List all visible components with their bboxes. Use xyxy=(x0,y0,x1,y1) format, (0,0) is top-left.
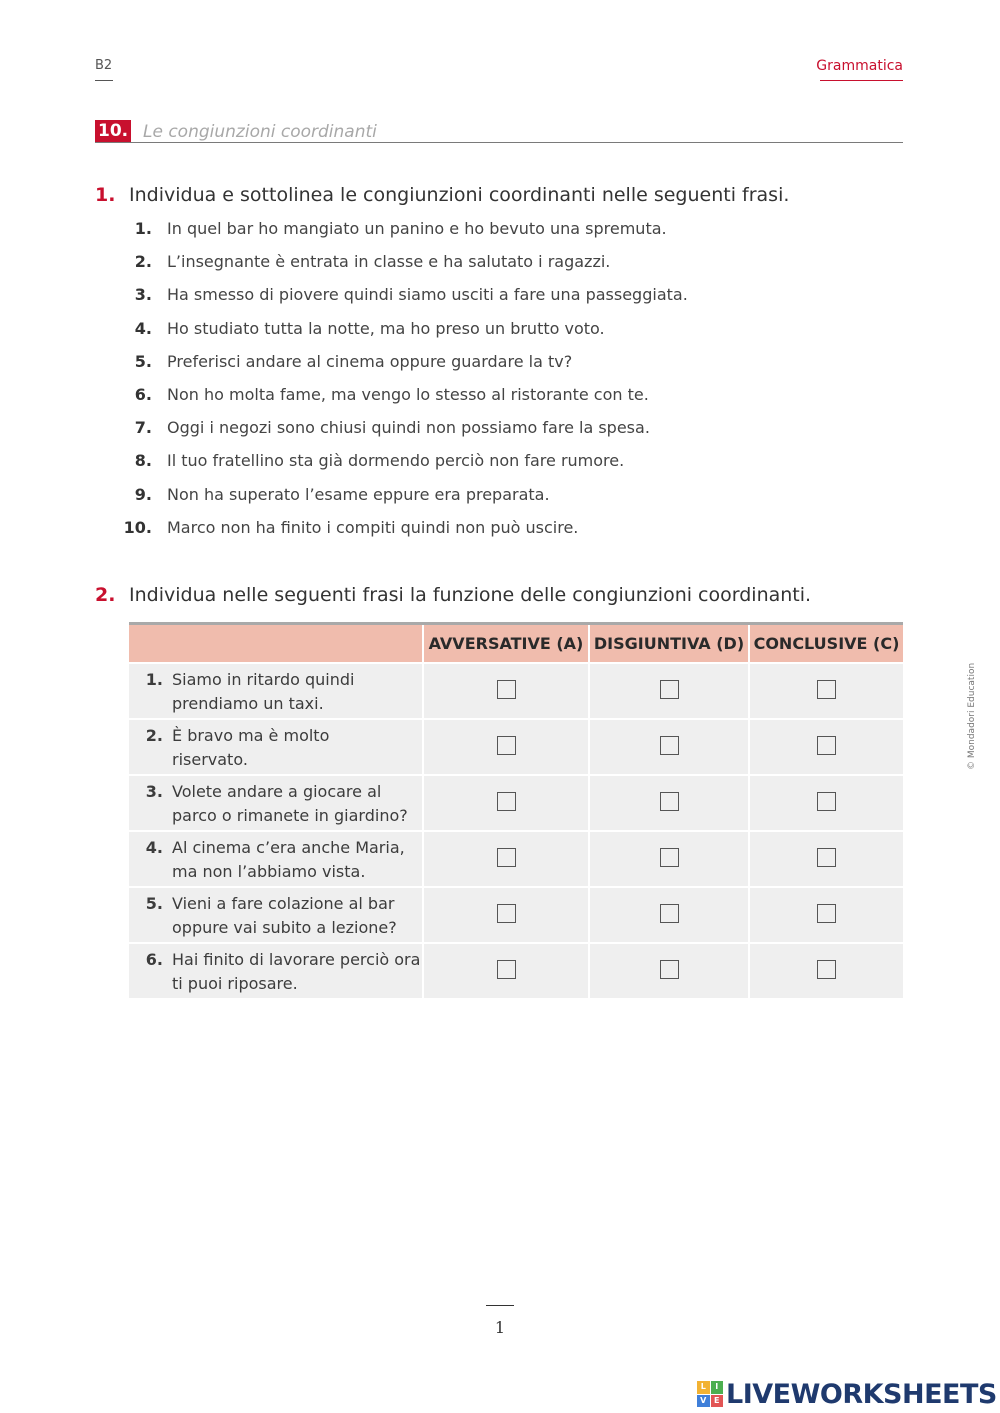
logo-mark-icon xyxy=(697,1381,723,1407)
sentence-item xyxy=(120,448,880,481)
sentence-item xyxy=(120,249,880,282)
sentence-item xyxy=(120,482,880,515)
level-label: B2 xyxy=(95,58,113,73)
question-cell xyxy=(129,663,423,719)
sentence-item xyxy=(120,316,880,349)
liveworksheets-logo[interactable] xyxy=(697,1377,997,1411)
table-row xyxy=(129,943,903,998)
sentence-number: 9. xyxy=(134,484,152,504)
answer-cell-c xyxy=(749,719,903,775)
exercise-2-number: 2. xyxy=(95,584,116,606)
answer-cell-d xyxy=(589,831,749,887)
checkbox-avversative[interactable] xyxy=(497,848,516,867)
answer-cell-c xyxy=(749,663,903,719)
checkbox-conclusive[interactable] xyxy=(817,736,836,755)
sentence-number: 1. xyxy=(134,219,152,238)
logo-letter: I xyxy=(711,1381,724,1394)
checkbox-disgiuntiva[interactable] xyxy=(660,792,679,811)
header-disgiuntiva: DISGIUNTIVA (D) xyxy=(589,624,749,664)
sentence-item xyxy=(120,349,880,382)
question-text: Siamo in ritardo quindi prendiamo un taxi. xyxy=(172,670,355,713)
answer-cell-c xyxy=(749,831,903,887)
checkbox-conclusive[interactable] xyxy=(817,848,836,867)
sentence-text[interactable]: Oggi i negozi sono chiusi quindi non possiamo fare la spesa. xyxy=(167,418,650,438)
header-avversative: AVVERSATIVE (A) xyxy=(423,624,589,664)
sentence-item xyxy=(120,382,880,415)
answer-cell-a xyxy=(423,831,589,887)
sentence-item xyxy=(120,415,880,448)
sentence-number: 3. xyxy=(134,285,152,305)
answer-cell-d xyxy=(589,719,749,775)
exercise-2-instruction: Individua nelle seguenti frasi la funzione delle congiunzioni coordinanti. xyxy=(129,584,812,606)
table-row xyxy=(129,831,903,887)
checkbox-conclusive[interactable] xyxy=(817,680,836,699)
section-underline xyxy=(820,80,903,81)
checkbox-conclusive[interactable] xyxy=(817,904,836,923)
sentence-item xyxy=(120,515,880,548)
checkbox-disgiuntiva[interactable] xyxy=(660,848,679,867)
level-underline xyxy=(95,80,113,81)
sentence-number: 10. xyxy=(123,517,152,537)
question-number: 2. xyxy=(145,726,163,745)
sentence-text[interactable]: Ha smesso di piovere quindi siamo usciti a fare una passeggiata. xyxy=(167,285,688,305)
answer-cell-d xyxy=(589,775,749,831)
sentence-number: 8. xyxy=(134,451,152,471)
answer-cell-c xyxy=(749,943,903,998)
checkbox-conclusive[interactable] xyxy=(817,960,836,979)
question-cell xyxy=(129,775,423,831)
question-number: 6. xyxy=(145,950,163,969)
header-conclusive: CONCLUSIVE (C) xyxy=(749,624,903,664)
answer-cell-a xyxy=(423,943,589,998)
logo-letter: L xyxy=(697,1381,710,1394)
sentence-text[interactable]: Marco non ha finito i compiti quindi non può uscire. xyxy=(167,517,579,537)
exercise-1-instruction: Individua e sottolinea le congiunzioni coordinanti nelle seguenti frasi. xyxy=(129,184,790,206)
checkbox-avversative[interactable] xyxy=(497,904,516,923)
question-number: 1. xyxy=(145,670,163,689)
logo-wordmark: LIVEWORKSHEETS xyxy=(726,1378,997,1410)
answer-cell-c xyxy=(749,887,903,943)
sentence-item xyxy=(120,282,880,315)
checkbox-avversative[interactable] xyxy=(497,680,516,699)
sentence-text[interactable]: In quel bar ho mangiato un panino e ho bevuto una spremuta. xyxy=(167,219,667,238)
question-number: 5. xyxy=(145,894,163,913)
checkbox-conclusive[interactable] xyxy=(817,792,836,811)
checkbox-disgiuntiva[interactable] xyxy=(660,960,679,979)
question-text: È bravo ma è molto riservato. xyxy=(172,726,330,769)
question-text: Vieni a fare colazione al bar oppure vai subito a lezione? xyxy=(172,894,397,937)
exercise-1-number: 1. xyxy=(95,184,116,206)
checkbox-disgiuntiva[interactable] xyxy=(660,736,679,755)
checkbox-avversative[interactable] xyxy=(497,960,516,979)
table-header-row xyxy=(129,624,903,664)
sentence-text[interactable]: Non ha superato l’esame eppure era preparata. xyxy=(167,484,550,504)
answer-cell-d xyxy=(589,663,749,719)
answer-cell-a xyxy=(423,719,589,775)
answer-cell-d xyxy=(589,943,749,998)
logo-letter: V xyxy=(697,1395,710,1408)
sentence-text[interactable]: Ho studiato tutta la notte, ma ho preso un brutto voto. xyxy=(167,318,605,338)
table-row xyxy=(129,887,903,943)
answer-cell-d xyxy=(589,887,749,943)
checkbox-disgiuntiva[interactable] xyxy=(660,904,679,923)
question-cell xyxy=(129,887,423,943)
sentence-text[interactable]: Il tuo fratellino sta già dormendo perciò non fare rumore. xyxy=(167,451,625,471)
question-text: Hai finito di lavorare perciò ora ti puoi riposare. xyxy=(172,950,421,993)
checkbox-disgiuntiva[interactable] xyxy=(660,680,679,699)
header-empty-cell xyxy=(129,624,423,664)
question-number: 4. xyxy=(145,838,163,857)
checkbox-avversative[interactable] xyxy=(497,736,516,755)
page-number-rule xyxy=(486,1305,514,1306)
sentence-number: 7. xyxy=(134,418,152,438)
exercise-2-table xyxy=(129,622,903,998)
unit-number: 10. xyxy=(95,120,131,142)
copyright-note: © Mondadori Education xyxy=(967,662,977,770)
answer-cell-a xyxy=(423,775,589,831)
table-row xyxy=(129,719,903,775)
sentence-number: 5. xyxy=(134,351,152,371)
sentence-number: 4. xyxy=(134,318,152,338)
table-row xyxy=(129,663,903,719)
answer-cell-a xyxy=(423,663,589,719)
question-text: Volete andare a giocare al parco o rimanete in giardino? xyxy=(172,782,408,825)
answer-cell-a xyxy=(423,887,589,943)
sentence-text[interactable]: L’insegnante è entrata in classe e ha salutato i ragazzi. xyxy=(167,252,611,272)
question-cell xyxy=(129,943,423,998)
question-number: 3. xyxy=(145,782,163,801)
table-row xyxy=(129,775,903,831)
logo-letter: E xyxy=(711,1395,724,1408)
sentence-item xyxy=(120,216,880,249)
sentence-number: 6. xyxy=(134,384,152,404)
exercise-1-sentence-list xyxy=(120,216,880,548)
page-number: 1 xyxy=(494,1318,506,1337)
unit-title: Le congiunzioni coordinanti xyxy=(143,122,377,142)
question-cell xyxy=(129,831,423,887)
sentence-text[interactable]: Preferisci andare al cinema oppure guardare la tv? xyxy=(167,351,573,371)
checkbox-avversative[interactable] xyxy=(497,792,516,811)
section-label: Grammatica xyxy=(816,58,903,74)
unit-divider xyxy=(95,142,903,143)
answer-cell-c xyxy=(749,775,903,831)
question-text: Al cinema c’era anche Maria, ma non l’abbiamo vista. xyxy=(172,838,405,881)
question-cell xyxy=(129,719,423,775)
sentence-number: 2. xyxy=(134,252,152,272)
sentence-text[interactable]: Non ho molta fame, ma vengo lo stesso al ristorante con te. xyxy=(167,384,649,404)
